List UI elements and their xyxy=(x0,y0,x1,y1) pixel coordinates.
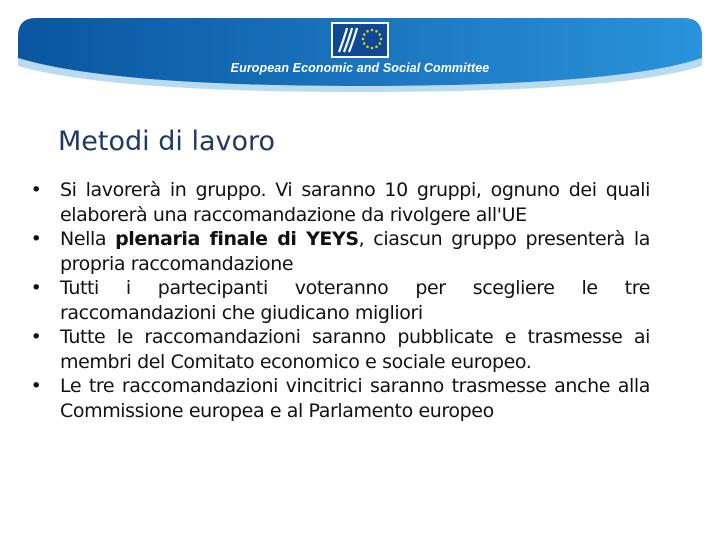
bullet-text-before: Nella xyxy=(60,228,116,250)
bullet-item xyxy=(28,325,650,374)
bullet-text: Si lavorerà in gruppo. Vi saranno 10 gruppi, ognuno dei quali elaborerà una raccomandazione da rivolgere all'UE xyxy=(60,179,650,226)
bullet-text: Tutti i partecipanti voteranno per scegliere le tre raccomandazioni che giudicano migliori xyxy=(60,277,650,324)
bullet-text: Tutte le raccomandazioni saranno pubblicate e trasmesse ai membri del Comitato economico e sociale europeo. xyxy=(60,326,650,373)
bullet-text-after: , ciascun gruppo presenterà la propria raccomandazione xyxy=(60,228,650,275)
bullet-item xyxy=(28,227,650,276)
bullet-icon: • xyxy=(30,228,42,250)
bullet-icon: • xyxy=(30,375,42,397)
bullet-list xyxy=(28,178,650,423)
bullet-icon: • xyxy=(30,326,42,348)
bullet-item xyxy=(28,374,650,423)
bullet-text-bold: plenaria finale di YEYS xyxy=(115,228,359,250)
bullet-icon: • xyxy=(30,179,42,201)
bullet-text: Le tre raccomandazioni vincitrici saranno trasmesse anche alla Commissione europea e al Parlamento europeo xyxy=(60,375,650,422)
header-banner xyxy=(0,0,720,100)
organization-name: European Economic and Social Committee xyxy=(230,61,490,75)
slide-title: Metodi di lavoro xyxy=(58,126,276,157)
bullet-icon: • xyxy=(30,277,42,299)
eesc-logo xyxy=(331,22,389,58)
bullet-item xyxy=(28,178,650,227)
bullet-item xyxy=(28,276,650,325)
